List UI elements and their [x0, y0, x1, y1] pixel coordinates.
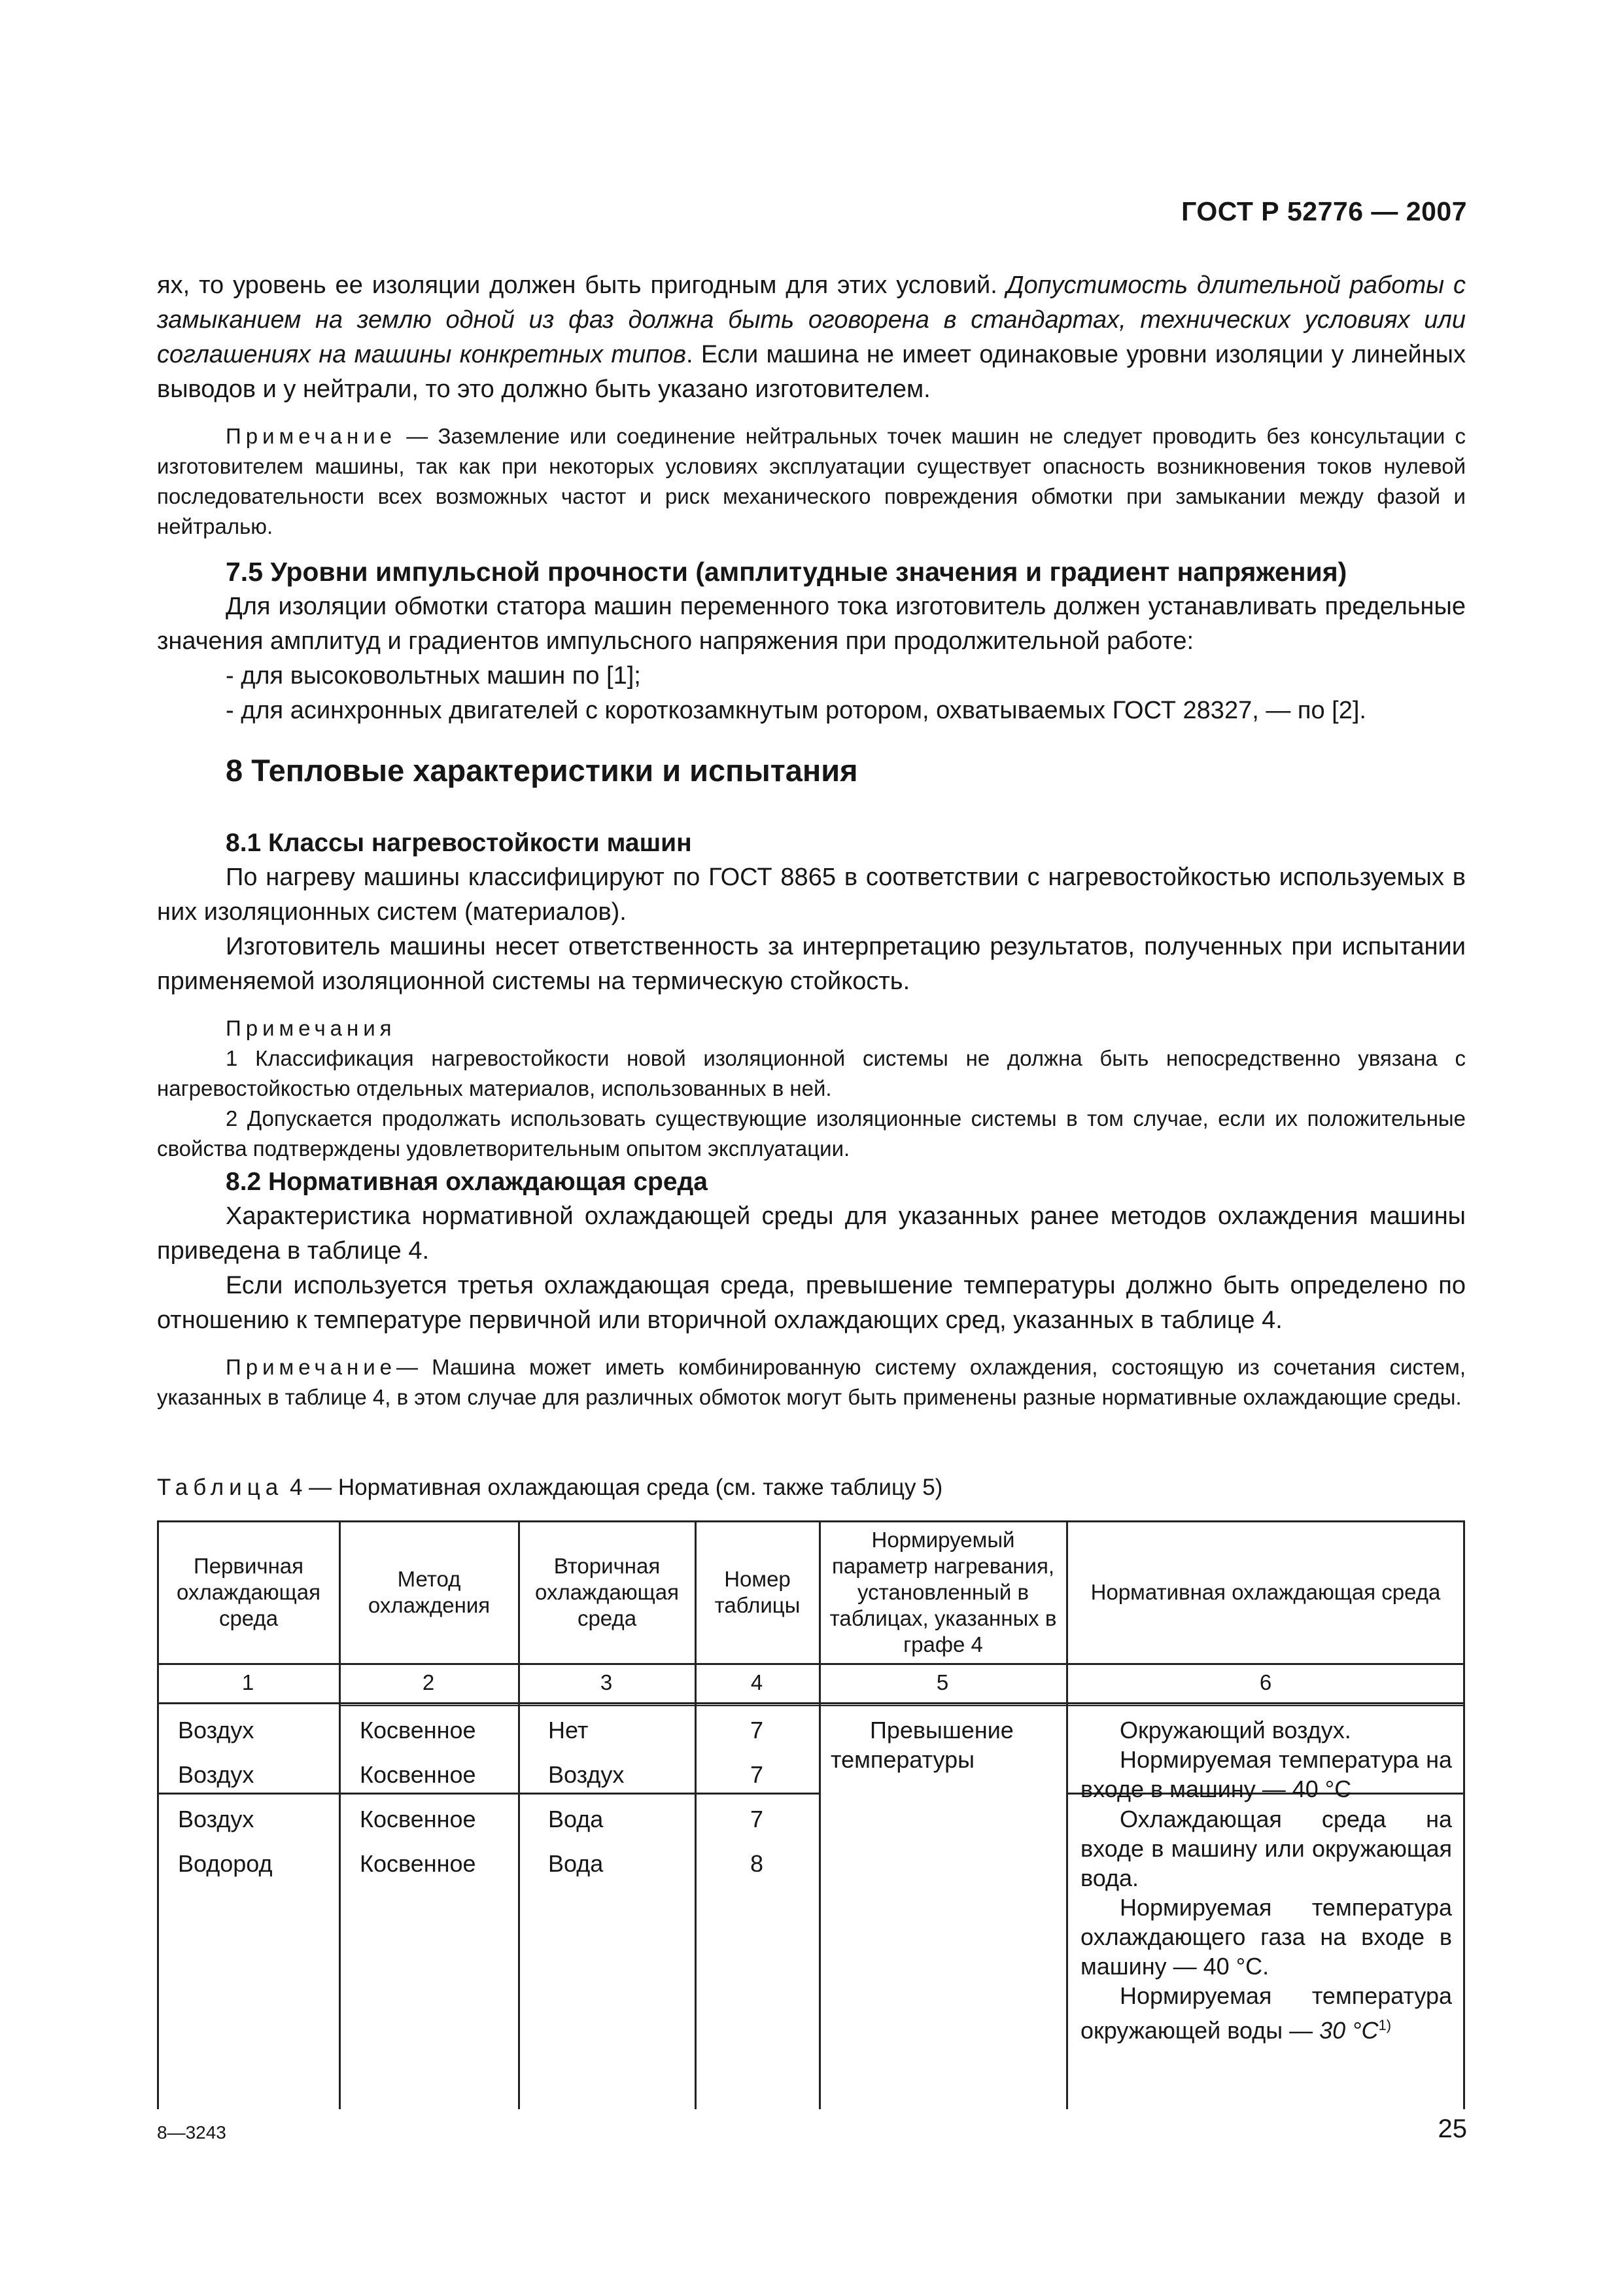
table-header: Первичная охлаждающая среда: [177, 1554, 320, 1630]
table-cell: Вода: [548, 1850, 604, 1877]
table-border: [1463, 1520, 1465, 2109]
section-8-1-paragraph-2: Изготовитель машины несет ответственность за интерпретацию результатов, полученных при испытании применяемой изоляционной системы на термическую стойкость.: [157, 933, 1466, 995]
intro-text-b: . Если машина не имеет одинаковые уровни изоляции у линейных выводов и у нейтрали, то это должно быть указано изготовителем.: [157, 341, 1466, 403]
column-number: 5: [936, 1670, 949, 1694]
section-8-1-title: 8.1 Классы нагревостойкости машин: [226, 829, 692, 857]
table-cell: Косвенное: [360, 1850, 476, 1877]
column-number: 3: [600, 1670, 613, 1694]
intro-text-italic: Допустимость длительной работы с замыканием на землю одной из фаз должна быть оговорена в стандартах, технических условиях или соглашениях на машины конкретных типов: [157, 272, 1466, 368]
table-header: Вторичная охлаждающая среда: [535, 1554, 679, 1630]
medium-text: [1080, 1981, 1452, 2045]
heating-parameter: Превышение температуры: [831, 1717, 1014, 1773]
section-7-5-paragraph: Для изоляции обмотки статора машин переменного тока изготовитель должен устанавливать предельные значения амплитуд и градиентов импульсного напряжения при продолжительной работе:: [157, 593, 1466, 655]
table-caption: [157, 1475, 942, 1501]
reference-medium-water: [1080, 1804, 1452, 2045]
table-cell: Вода: [548, 1806, 604, 1832]
table-border: [339, 1520, 341, 2109]
medium-text-italic: 30 °С: [1319, 2017, 1379, 2044]
section-8-2-paragraph-2: Если используется третья охлаждающая среда, превышение температуры должно быть определено по отношению к температуре первичной или вторичной охлаждающих сред, указанных в таблице 4.: [157, 1272, 1466, 1334]
table-cell: 7: [750, 1717, 764, 1743]
section-8-2-paragraph-1: Характеристика нормативной охлаждающей среды для указанных ранее методов охлаждения машины приведена в таблице 4.: [157, 1202, 1466, 1265]
table-cell: Косвенное: [360, 1806, 476, 1832]
table-border: [339, 1705, 1465, 1706]
intro-text-a: ях, то уровень ее изоляции должен быть пригодным для этих условий.: [157, 272, 1007, 299]
table-border: [1066, 1520, 1068, 2109]
table-cell: 7: [750, 1761, 764, 1788]
table-header: Нормативная охлаждающая среда: [1090, 1580, 1441, 1604]
table-cell: Косвенное: [360, 1761, 476, 1788]
medium-text: Окружающий воздух.: [1120, 1717, 1351, 1743]
table-border: [157, 1702, 1465, 1704]
table-border: [518, 1520, 520, 2109]
table-caption-text: 4 — Нормативная охлаждающая среда (см. также таблицу 5): [283, 1475, 943, 1500]
table-cell: Нет: [548, 1717, 589, 1743]
column-number: 1: [241, 1670, 254, 1694]
table-cell: Воздух: [178, 1717, 254, 1743]
list-item: - для высоковольтных машин по [1];: [226, 662, 641, 690]
reference-medium-air: [1080, 1715, 1452, 1804]
table-border: [157, 1663, 1465, 1665]
section-8-1-paragraph-1: По нагреву машины классифицируют по ГОСТ 8865 в соответствии с нагревостойкостью используемых в них изоляционных систем (материалов).: [157, 864, 1466, 926]
section-8-title: 8 Тепловые характеристики и испытания: [226, 753, 858, 788]
table-cell: Воздух: [178, 1806, 254, 1832]
table-cell: 8: [750, 1850, 764, 1877]
list-item: - для асинхронных двигателей с короткозамкнутым ротором, охватываемых ГОСТ 28327, — по [2].: [226, 697, 1366, 724]
section-8-2: [157, 1165, 1466, 1412]
table-border: [157, 1793, 819, 1795]
table-caption-label: Таблица: [157, 1475, 284, 1500]
table-cell: Воздух: [548, 1761, 625, 1788]
column-number: 6: [1259, 1670, 1272, 1694]
page-number: 25: [1438, 2114, 1467, 2143]
medium-text: Нормируемая температура охлаждающего газа на входе в машину — 40 °С.: [1080, 1894, 1452, 1980]
footnote-ref: 1): [1378, 2017, 1392, 2033]
table-header: Нормируемый параметр нагревания, установленный в таблицах, указанных в графе 4: [829, 1528, 1057, 1656]
column-number: 2: [422, 1670, 435, 1694]
note-2: 2 Допускается продолжать использовать существующие изоляционные системы в том случае, если их положительные свойства подтверждены удовлетворительным опытом эксплуатации.: [157, 1106, 1466, 1161]
section-8-2-note: [157, 1352, 1466, 1412]
table-cell: Водород: [178, 1850, 273, 1877]
table-cell: 7: [750, 1806, 764, 1832]
note-text: — Машина может иметь комбинированную систему охлаждения, состоящую из сочетания систем, указанных в таблице 4, в этом случае для различных обмоток могут быть применены разные нормативные охлаждающие среды.: [157, 1355, 1466, 1409]
table-header: Номер таблицы: [714, 1567, 801, 1617]
note-text: — Заземление или соединение нейтральных точек машин не следует проводить без консультации с изготовителем машины, так как при некоторых условиях эксплуатации существует опасность возникновения токов нулевой последовательности всех возможных частот и риск механического повреждения обмотки при замыкании между фазой и нейтралью.: [157, 424, 1466, 538]
medium-text: Охлаждающая среда на входе в машину или окружающая вода.: [1080, 1806, 1452, 1891]
note-label: Примечание: [226, 424, 397, 448]
section-7-5: [157, 555, 1466, 728]
table-header: Метод охлаждения: [368, 1567, 491, 1617]
table-border: [157, 1520, 1465, 1522]
section-8-2-title: 8.2 Нормативная охлаждающая среда: [226, 1168, 708, 1196]
print-code: 8—3243: [157, 2122, 226, 2143]
section-7-5-title: 7.5 Уровни импульсной прочности (амплитудные значения и градиент напряжения): [226, 557, 1347, 587]
table-cell: Косвенное: [360, 1717, 476, 1743]
medium-text: Нормируемая температура на входе в машину — 40 °С: [1080, 1746, 1452, 1802]
section-8-1: [157, 826, 1466, 1164]
note-1: 1 Классификация нагревостойкости новой изоляционной системы не должна быть непосредственно увязана с нагревостойкостью отдельных материалов, использованных в ней.: [157, 1046, 1466, 1100]
medium-text-plain: Нормируемая температура окружающей воды —: [1080, 1982, 1452, 2044]
cooling-medium-table: [157, 1520, 1465, 2109]
table-border: [157, 1520, 159, 2109]
column-number: 4: [750, 1670, 763, 1694]
intro-note: [157, 421, 1466, 542]
standard-code: ГОСТ Р 52776 — 2007: [1181, 196, 1467, 226]
section-8: [157, 752, 1466, 788]
notes-label: Примечания: [226, 1016, 396, 1040]
note-label: Примечание: [226, 1355, 397, 1379]
table-border: [819, 1520, 821, 2109]
intro-paragraph: [157, 268, 1466, 407]
table-cell: Воздух: [178, 1761, 254, 1788]
intro-block: [157, 268, 1466, 542]
